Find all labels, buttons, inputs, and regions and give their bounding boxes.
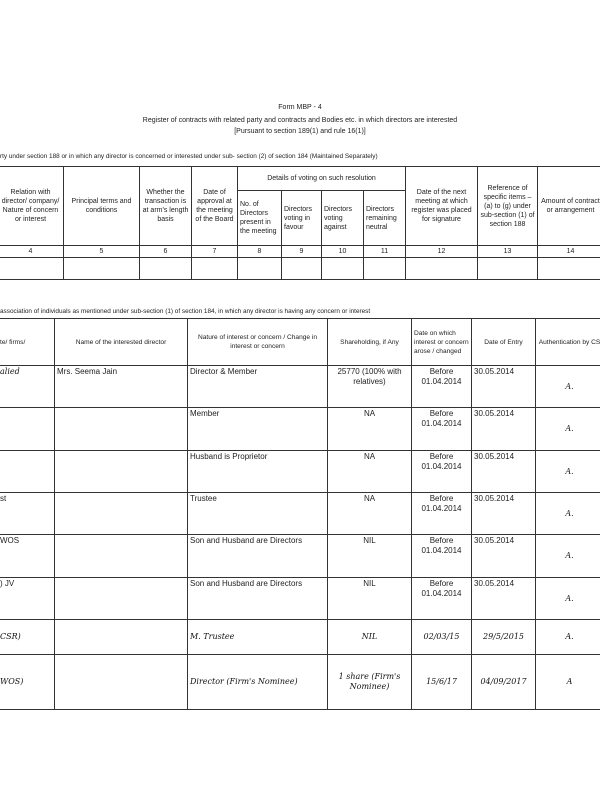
shareholding-cell: NA (328, 451, 412, 493)
cs-signature: A (536, 655, 600, 710)
empty-row (0, 258, 600, 280)
col-reference: Reference of specific items – (a) to (g) under sub-section (1) of section 188 (478, 167, 538, 246)
handwritten-row (0, 655, 600, 710)
col-num: 6 (140, 246, 192, 258)
nature-cell: Director (Firm's Nominee) (188, 655, 328, 710)
date-entry-cell: 04/09/2017 (472, 655, 536, 710)
shareholding-cell: NIL (328, 535, 412, 578)
director-cell (55, 493, 188, 535)
date-arose-cell: Before 01.04.2014 (412, 578, 472, 620)
handwritten-row (0, 620, 600, 655)
register-title: Register of contracts with related party and contracts and Bodies etc. in which directors are interested (142, 117, 458, 124)
cs-signature: A. (536, 535, 600, 578)
date-arose-cell: Before 01.04.2014 (412, 535, 472, 578)
director-cell (55, 620, 188, 655)
nature-cell: Son and Husband are Directors (188, 578, 328, 620)
date-entry-cell: 30.05.2014 (472, 493, 536, 535)
col-arms-length: Whether the transaction is at arm's length basis (140, 167, 192, 246)
shareholding-cell: NA (328, 408, 412, 451)
col-num: 13 (478, 246, 538, 258)
cs-signature: A. (536, 366, 600, 408)
director-cell (55, 408, 188, 451)
firm-cell: alied (0, 366, 55, 408)
column-number-row (0, 246, 600, 258)
director-cell (55, 535, 188, 578)
table-row (0, 451, 600, 493)
col-date-arose: Date on which interest or concern arose / changed (412, 319, 472, 366)
shareholding-cell: 25770 (100% with relatives) (328, 366, 412, 408)
date-entry-cell: 30.05.2014 (472, 451, 536, 493)
col-num: 12 (406, 246, 478, 258)
cs-signature: A. (536, 493, 600, 535)
register-subtitle: [Pursuant to section 189(1) and rule 16(1)] (234, 128, 366, 135)
col-voting-against: Directors voting against (322, 191, 364, 246)
col-nature: Nature of interest or concern / Change in interest or concern (188, 319, 328, 366)
director-cell (55, 451, 188, 493)
firm-cell (0, 408, 55, 451)
col-auth: Authentication by CS (536, 319, 600, 366)
table-row (0, 493, 600, 535)
col-num: 4 (0, 246, 64, 258)
col-director: Name of the interested director (55, 319, 188, 366)
director-cell (55, 578, 188, 620)
firm-cell: WOS) (0, 655, 55, 710)
col-num: 14 (538, 246, 600, 258)
shareholding-cell: NA (328, 493, 412, 535)
col-approval-date: Date of approval at the meeting of the Board (192, 167, 238, 246)
col-num: 11 (364, 246, 406, 258)
shareholding-cell: NIL (328, 620, 412, 655)
nature-cell: Member (188, 408, 328, 451)
firm-cell: CSR) (0, 620, 55, 655)
nature-cell: Son and Husband are Directors (188, 535, 328, 578)
interest-table (0, 318, 600, 710)
nature-cell: Husband is Proprietor (188, 451, 328, 493)
cs-signature: A. (536, 451, 600, 493)
table-row (0, 578, 600, 620)
date-entry-cell: 30.05.2014 (472, 578, 536, 620)
col-firm: te/ firms/ (0, 319, 55, 366)
col-num: 10 (322, 246, 364, 258)
date-entry-cell: 30.05.2014 (472, 535, 536, 578)
firm-cell: ) JV (0, 578, 55, 620)
nature-cell: Trustee (188, 493, 328, 535)
col-neutral: Directors remaining neutral (364, 191, 406, 246)
date-arose-cell: 15/6/17 (412, 655, 472, 710)
col-num: 8 (238, 246, 282, 258)
col-date-entry: Date of Entry (472, 319, 536, 366)
section2-heading: association of individuals as mentioned under sub-section (1) of section 184, in which any director is having any concern or interest (0, 308, 371, 315)
form-number: Form MBP - 4 (278, 104, 322, 111)
col-relation: Relation with director/ company/ Nature of concern or interest (0, 167, 64, 246)
firm-cell: WOS (0, 535, 55, 578)
director-cell: Mrs. Seema Jain (55, 366, 188, 408)
contracts-table (0, 166, 600, 280)
col-amount: Amount of contract or arrangement (538, 167, 600, 246)
firm-cell (0, 451, 55, 493)
cs-signature: A. (536, 620, 600, 655)
date-entry-cell: 29/5/2015 (472, 620, 536, 655)
cs-signature: A. (536, 578, 600, 620)
col-voting-favour: Directors voting in favour (282, 191, 322, 246)
date-entry-cell: 30.05.2014 (472, 366, 536, 408)
section1-heading: rty under section 188 or in which any director is concerned or interested under sub- section (2) of section 184 (Maintained Separately) (0, 153, 378, 160)
shareholding-cell: 1 share (Firm's Nominee) (328, 655, 412, 710)
table-row (0, 366, 600, 408)
col-no-present: No. of Directors present in the meeting (238, 191, 282, 246)
firm-cell: st (0, 493, 55, 535)
date-entry-cell: 30.05.2014 (472, 408, 536, 451)
date-arose-cell: Before 01.04.2014 (412, 408, 472, 451)
cs-signature: A. (536, 408, 600, 451)
col-voting-group: Details of voting on such resolution (238, 167, 406, 191)
date-arose-cell: Before 01.04.2014 (412, 493, 472, 535)
date-arose-cell: Before 01.04.2014 (412, 451, 472, 493)
col-terms: Principal terms and conditions (64, 167, 140, 246)
date-arose-cell: Before 01.04.2014 (412, 366, 472, 408)
col-num: 5 (64, 246, 140, 258)
col-num: 9 (282, 246, 322, 258)
shareholding-cell: NIL (328, 578, 412, 620)
nature-cell: M. Trustee (188, 620, 328, 655)
table-row (0, 408, 600, 451)
col-num: 7 (192, 246, 238, 258)
director-cell (55, 655, 188, 710)
table-row (0, 535, 600, 578)
nature-cell: Director & Member (188, 366, 328, 408)
col-shareholding: Shareholding, if Any (328, 319, 412, 366)
col-next-meeting: Date of the next meeting at which register was placed for signature (406, 167, 478, 246)
date-arose-cell: 02/03/15 (412, 620, 472, 655)
